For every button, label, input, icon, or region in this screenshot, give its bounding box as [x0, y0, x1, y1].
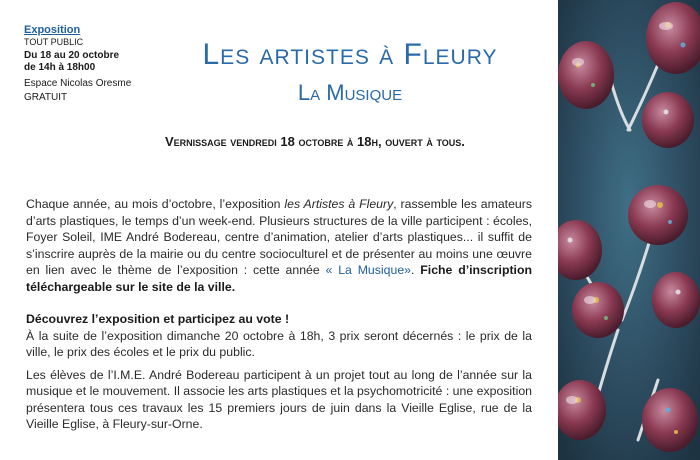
registration-note: Fiche d’inscription téléchargeable sur le site de la ville. [26, 263, 532, 294]
vote-paragraph [26, 311, 532, 361]
page-subtitle: La Musique [297, 80, 403, 105]
ime-paragraph: Les élèves de l’I.M.E. André Bodereau participent à un projet tout au long de l’année sur la musique et le mouvement. Il associe les arts plastiques et la psychomotricité : une exposition présentera tous ces travaux les 15 premiers jours de juin dans la Vieille Eglise, rue de la Vieille Eglise, à Fleury-sur-Orne. [26, 367, 532, 431]
page-title: Les artistes à Fleury [202, 38, 498, 71]
event-price: GRATUIT [24, 92, 68, 103]
event-info-block [24, 24, 164, 104]
article-body [26, 196, 532, 449]
event-dates: Du 18 au 20 octobre [24, 50, 120, 61]
vernissage-line: Vernissage vendredi 18 octobre à 18h, ouvert à tous. [165, 134, 465, 149]
vote-title: Découvrez l’exposition et participez au vote ! [26, 312, 290, 326]
theme-name: « La Musique» [325, 263, 412, 277]
painting-illustration [558, 0, 700, 460]
cherry-painting [558, 0, 700, 460]
event-audience: TOUT PUBLIC [24, 37, 84, 47]
intro-paragraph [26, 196, 532, 295]
event-place: Espace Nicolas Oresme [24, 78, 132, 89]
vote-text: À la suite de l’exposition dimanche 20 octobre à 18h, 3 prix seront décernés : le prix de la ville, le prix des écoles et le prix du public. [26, 328, 532, 359]
period: . [411, 263, 421, 277]
event-category: Exposition [24, 24, 81, 36]
intro-text-b: , rassemble les amateurs d’arts plastiques, le temps d’un week-end. Plusieurs structures de la ville participent : écoles, Foyer Soleil, IME André Bodereau, centre d’animation, atelier d’arts plastiques... il suffit de s’inscrire auprès de la mairie ou du centre socioculturel et de présenter au moins une œuvre en lien avec le thème de l’exposition : cette année [26, 197, 532, 277]
event-hours: de 14h à 18h00 [24, 62, 96, 73]
intro-italic: les Artistes à Fleury [284, 197, 394, 211]
intro-text-a: Chaque année, au mois d’octobre, l’exposition [26, 197, 285, 211]
